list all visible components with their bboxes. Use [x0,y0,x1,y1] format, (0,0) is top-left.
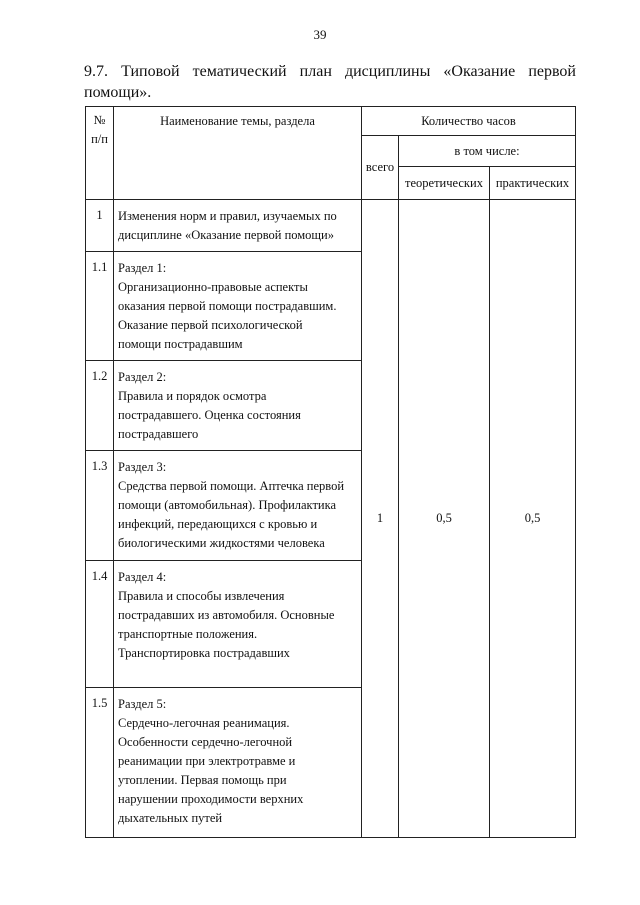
row-title-line: Раздел 1: [118,261,167,275]
row-title-line: Оказание первой психологической [118,318,303,332]
header-theoretical: теоретических [399,167,490,200]
thematic-plan-table [85,106,576,838]
total-hours: 1 [362,200,399,838]
row-title-line: транспортные положения. [118,627,258,641]
header-total: всего [362,136,399,200]
row-title-line: оказания первой помощи пострадавшим. [118,299,337,313]
row-title-line: Особенности сердечно-легочной [118,735,293,749]
row-title-line: инфекций, передающихся с кровью и [118,517,318,531]
row-number: 1.1 [86,252,114,361]
header-including: в том числе: [399,136,576,167]
row-title-line: Организационно-правовые аспекты [118,280,308,294]
row-title-line: помощи (автомобильная). Профилактика [118,498,337,512]
row-number: 1 [86,200,114,252]
header-number-line2: п/п [91,132,108,146]
theoretical-hours: 0,5 [399,200,490,838]
row-title-line: дисциплине «Оказание первой помощи» [118,228,334,242]
row-number: 1.5 [86,688,114,838]
row-title-line: Раздел 5: [118,697,167,711]
row-number: 1.2 [86,361,114,451]
row-title-line: пострадавшего. Оценка состояния [118,408,301,422]
row-title-line: Транспортировка пострадавших [118,646,290,660]
row-title-line: Изменения норм и правил, изучаемых по [118,209,337,223]
header-number-line1: № [93,113,106,127]
header-number [86,107,114,200]
header-practical: практических [490,167,576,200]
row-number: 1.3 [86,451,114,561]
row-title-line: нарушении проходимости верхних [118,792,304,806]
row-title-line: помощи пострадавшим [118,337,243,351]
table-row [86,200,576,252]
row-title [114,200,362,252]
header-hours: Количество часов [362,107,576,136]
row-title-line: биологическими жидкостями человека [118,536,325,550]
row-title-line: реанимации при электротравме и [118,754,296,768]
row-title-line: Правила и порядок осмотра [118,389,267,403]
header-name: Наименование темы, раздела [114,107,362,200]
row-title-line: Раздел 2: [118,370,167,384]
row-title [114,361,362,451]
page-number: 39 [313,27,327,42]
row-title-line: Сердечно-легочная реанимация. [118,716,290,730]
row-title-line: Раздел 3: [118,460,167,474]
row-title-line: дыхательных путей [118,811,223,825]
row-title-line: Средства первой помощи. Аптечка первой [118,479,345,493]
row-number: 1.4 [86,561,114,688]
row-title [114,451,362,561]
practical-hours: 0,5 [490,200,576,838]
row-title [114,561,362,688]
row-title-line: утоплении. Первая помощь при [118,773,287,787]
row-title-line: пострадавшего [118,427,199,441]
row-title-line: Правила и способы извлечения [118,589,285,603]
row-title-line: Раздел 4: [118,570,167,584]
section-heading: 9.7. Типовой тематический план дисциплины «Оказание первой помощи». [84,63,576,101]
row-title-line: пострадавших из автомобиля. Основные [118,608,335,622]
row-title [114,252,362,361]
row-title [114,688,362,838]
